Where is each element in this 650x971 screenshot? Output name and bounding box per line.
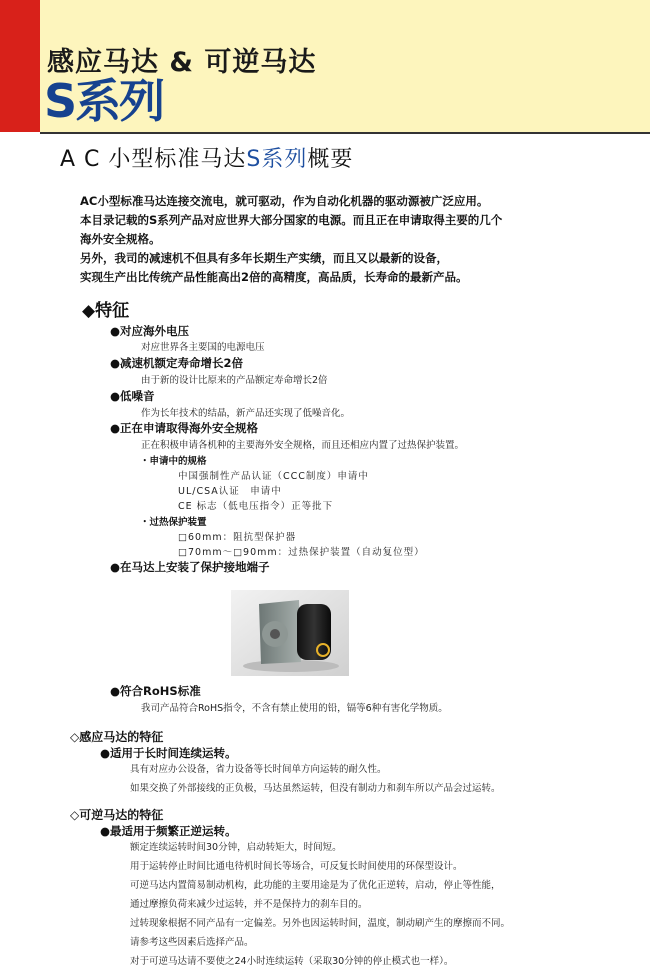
induction-line: 如果交换了外部接线的正负极，马达虽然运转，但没有制动力和刹车所以产品会过运转。 <box>130 783 501 794</box>
reversible-line: 过转现象根据不同产品有一定偏差。另外也因运转时间，温度，制动刷产生的摩擦而不同。 <box>130 918 511 929</box>
red-side-bar <box>0 0 40 132</box>
subtitle-prefix: A C 小型标准马达 <box>60 147 247 172</box>
intro-paragraph <box>80 192 502 287</box>
feature-title: ●减速机额定寿命增长2倍 <box>110 356 244 370</box>
applying-line: CE 标志（低电压指令）正等批下 <box>178 501 334 512</box>
subtitle-suffix: 概要 <box>307 147 354 172</box>
reversible-heading: ◇可逆马达的特征 <box>70 808 164 822</box>
induction-desc <box>130 760 501 798</box>
section-title <box>60 142 353 173</box>
intro-line: 实现生产出比传统产品性能高出2倍的高精度，高品质，长寿命的最新产品。 <box>80 270 468 284</box>
feature-desc: 由于新的设计比原来的产品额定寿命增长2倍 <box>141 375 328 386</box>
protection-heading: ・过热保护装置 <box>140 517 207 528</box>
series-logo: S系列 <box>44 74 164 128</box>
induction-bullet: ●适用于长时间连续运转。 <box>100 746 237 760</box>
applying-line: 中国强制性产品认证（CCC制度）申请中 <box>178 471 369 482</box>
feature-desc: 对应世界各主要国的电源电压 <box>141 342 265 353</box>
applying-heading: ・申请中的规格 <box>140 456 207 467</box>
induction-line: 具有对应办公设备，省力设备等长时间单方向运转的耐久性。 <box>130 764 387 775</box>
feature-title: ●低噪音 <box>110 389 155 403</box>
reversible-line: 对于可逆马达请不要使之24小时连续运转（采取30分钟的停止模式也一样）。 <box>130 956 454 967</box>
induction-heading: ◇感应马达的特征 <box>70 730 164 744</box>
intro-line: 另外，我司的减速机不但具有多年长期生产实绩，而且又以最新的设备， <box>80 251 448 265</box>
rohs-feature: ●符合RoHS标准 <box>110 684 201 698</box>
feature-title: ●对应海外电压 <box>110 324 190 338</box>
protection-line: □70mm～□90mm：过热保护装置（自动复位型） <box>178 547 425 558</box>
feature-desc: 正在积极申请各机种的主要海外安全规格，而且还相应内置了过热保护装置。 <box>141 440 465 451</box>
header-divider <box>40 132 650 134</box>
reversible-bullet: ●最适用于频繁正逆运转。 <box>100 824 237 838</box>
motor-image <box>231 590 349 676</box>
intro-line: AC小型标准马达连接交流电，就可驱动，作为自动化机器的驱动源被广泛应用。 <box>80 194 489 208</box>
intro-line: 海外安全规格。 <box>80 232 161 246</box>
reversible-line: 通过摩擦负荷来减少过运转，并不是保持力的刹车目的。 <box>130 899 368 910</box>
reversible-desc <box>130 838 510 971</box>
motor-photo <box>231 590 349 676</box>
protection-line: □60mm：阻抗型保护器 <box>178 532 297 543</box>
features-heading: ◆特征 <box>82 301 130 321</box>
feature-desc: 作为长年技术的结晶，新产品还实现了低噪音化。 <box>141 408 351 419</box>
ground-terminal-feature: ●在马达上安装了保护接地端子 <box>110 560 270 574</box>
page-title: 感应马达 & 可逆马达 <box>47 47 317 78</box>
intro-line: 本目录记载的S系列产品对应世界大部分国家的电源。而且正在申请取得主要的几个 <box>80 213 503 227</box>
subtitle-series: S系列 <box>246 147 308 172</box>
rohs-desc: 我司产品符合RoHS指令，不含有禁止使用的铅，镉等6种有害化学物质。 <box>141 703 448 714</box>
applying-line: UL/CSA认证 申请中 <box>178 486 282 497</box>
reversible-line: 用于运转停止时间比通电待机时间长等场合，可反复长时间使用的环保型设计。 <box>130 861 463 872</box>
reversible-line: 请参考这些因素后选择产品。 <box>130 937 254 948</box>
feature-title: ●正在申请取得海外安全规格 <box>110 421 259 435</box>
reversible-line: 额定连续运转时间30分钟，启动转矩大，时间短。 <box>130 842 342 853</box>
reversible-line: 可逆马达内置简易制动机构，此功能的主要用途是为了优化正逆转，启动，停止等性能， <box>130 880 501 891</box>
